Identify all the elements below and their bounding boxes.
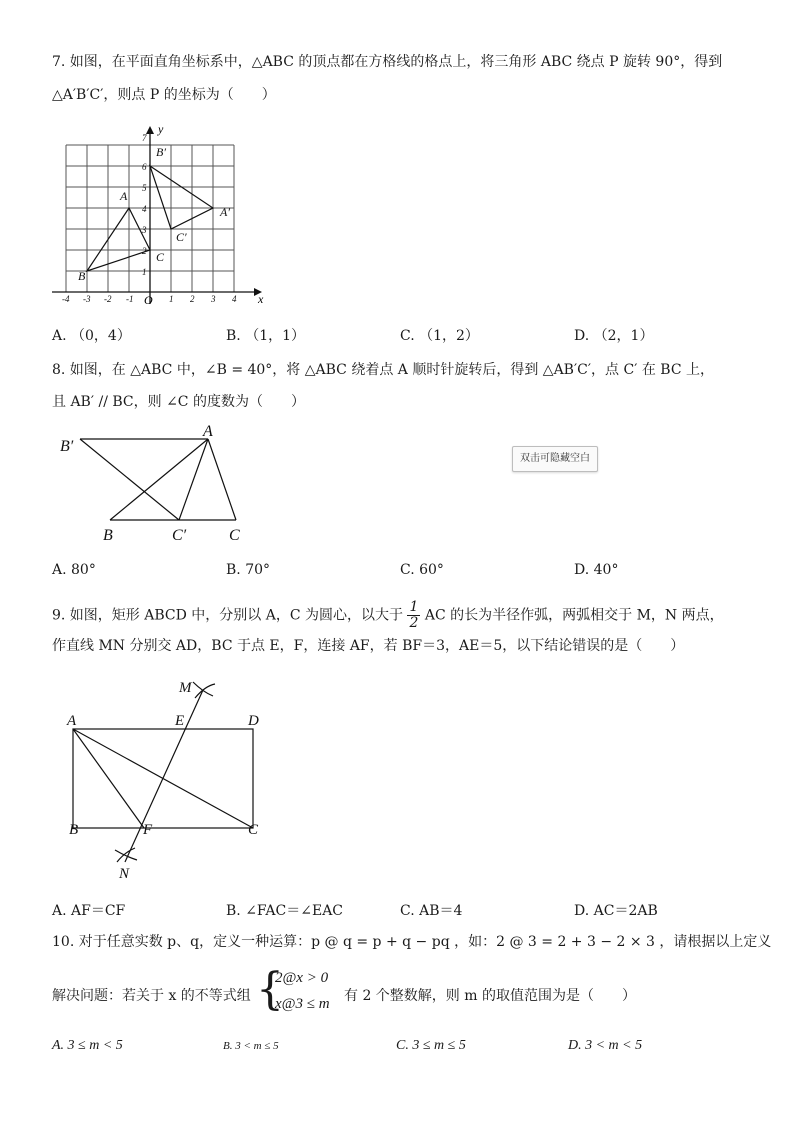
q9-stem-part1: 9. 如图，矩形 ABCD 中，分别以 A，C 为圆心，以大于 xyxy=(52,607,404,624)
q8-triangle-figure xyxy=(55,420,255,550)
q10-stem-line1: 10. 对于任意实数 p、q，定义一种运算：p @ q = p + q − pq ，如：2 @ 3 = 2 + 3 − 2 × 3 ，请根据以上定义 xyxy=(52,934,772,950)
q7-ytick-label: 6 xyxy=(142,162,147,172)
q7-ytick-label: 1 xyxy=(142,267,147,277)
q9-frac-den: 2 xyxy=(409,615,419,631)
q10-option-b[interactable]: B. 3 < m ≤ 5 xyxy=(223,1040,279,1052)
q7-option-d[interactable]: D. （2，1） xyxy=(574,328,654,344)
q7-stem-line2: △A′B′C′，则点 P 的坐标为（ ） xyxy=(52,87,276,103)
q8-label-b: B xyxy=(103,527,113,544)
q9-label-b: B xyxy=(69,822,79,838)
q10-stem-line2b: 有 2 个整数解，则 m 的取值范围为是（ ） xyxy=(344,988,636,1004)
q7-xtick-label: 4 xyxy=(232,294,237,304)
q9-label-e: E xyxy=(175,713,185,729)
q7-option-a[interactable]: A. （0，4） xyxy=(52,328,131,344)
q7-ytick-label: 5 xyxy=(142,183,147,193)
q10-brace: { xyxy=(256,964,284,1015)
q8-label-b1: B′ xyxy=(60,438,74,455)
q7-ytick-label: 7 xyxy=(142,133,147,143)
q10-option-d[interactable]: D. 3 < m < 5 xyxy=(568,1038,643,1053)
q8-label-c: C xyxy=(229,527,240,544)
q9-label-m: M xyxy=(179,680,192,696)
q7-ytick-label: 4 xyxy=(142,204,147,214)
q9-stem-line1 xyxy=(52,600,724,631)
hide-blank-button[interactable]: 双击可隐藏空白 xyxy=(512,446,598,472)
q9-label-f: F xyxy=(143,822,153,838)
q7-option-c[interactable]: C. （1，2） xyxy=(400,328,479,344)
q9-option-c[interactable]: C. AB＝4 xyxy=(400,903,463,919)
q7-y-arrow-icon xyxy=(146,126,154,134)
q7-xtick-label: -2 xyxy=(104,294,112,304)
q7-xtick-label: -4 xyxy=(62,294,70,304)
q9-segment-af xyxy=(73,729,144,828)
q7-option-b[interactable]: B. （1，1） xyxy=(226,328,306,344)
q8-option-c[interactable]: C. 60° xyxy=(400,562,444,578)
q7-xtick-label: -1 xyxy=(126,294,134,304)
q9-option-a[interactable]: A. AF＝CF xyxy=(52,903,126,919)
q7-xtick-label: 1 xyxy=(169,294,174,304)
q7-stem-line1: 7. 如图，在平面直角坐标系中，△ABC 的顶点都在方格线的格点上，将三角形 ABC 绕点 P 旋转 90°，得到 xyxy=(52,54,723,70)
q10-stem-line2a: 解决问题：若关于 x 的不等式组 xyxy=(52,988,251,1004)
q7-ytick-label: 3 xyxy=(142,225,147,235)
q7-xtick-label: 3 xyxy=(211,294,216,304)
q9-stem-part2: AC 的长为半径作弧，两弧相交于 M，N 两点， xyxy=(424,607,724,624)
q7-xtick-label: 2 xyxy=(190,294,195,304)
q7-point-b: B xyxy=(78,269,86,283)
q9-stem-line2: 作直线 MN 分别交 AD，BC 于点 E，F，连接 AF，若 BF＝3，AE＝5，以下结论错误的是（ ） xyxy=(52,638,685,654)
q8-stem-line2: 且 AB′ // BC，则 ∠C 的度数为（ ） xyxy=(52,394,305,410)
q7-origin-label: O xyxy=(144,293,153,307)
q7-y-label: y xyxy=(158,122,164,136)
q7-ytick-label: 2 xyxy=(142,246,147,256)
q9-rectangle-figure xyxy=(55,672,275,882)
q7-triangle-a1b1c1 xyxy=(150,166,213,229)
q10-option-c[interactable]: C. 3 ≤ m ≤ 5 xyxy=(396,1038,466,1053)
q7-triangle-abc xyxy=(87,208,150,271)
q7-point-c1: C′ xyxy=(176,230,187,244)
q8-label-c1: C′ xyxy=(172,527,187,544)
q8-stem-line1: 8. 如图，在 △ABC 中，∠B = 40°，将 △ABC 绕着点 A 顺时针旋转后，得到 △AB′C′，点 C′ 在 BC 上， xyxy=(52,362,714,378)
q9-label-c: C xyxy=(248,822,259,838)
q8-option-a[interactable]: A. 80° xyxy=(52,562,96,578)
q9-label-d: D xyxy=(248,713,259,729)
q10-system-row1: 2@x > 0 xyxy=(275,970,329,986)
q8-option-b[interactable]: B. 70° xyxy=(226,562,271,578)
q9-label-a: A xyxy=(67,713,77,729)
q7-point-c: C xyxy=(156,250,165,264)
q9-option-d[interactable]: D. AC＝2AB xyxy=(574,903,658,919)
q7-point-a1: A′ xyxy=(220,205,230,219)
q9-arc-m1 xyxy=(193,682,213,696)
q8-option-d[interactable]: D. 40° xyxy=(574,562,619,578)
q7-point-a: A xyxy=(120,189,128,203)
q9-label-n: N xyxy=(119,866,130,882)
q8-label-a: A xyxy=(203,423,213,440)
q10-option-a[interactable]: A. 3 ≤ m < 5 xyxy=(52,1038,123,1053)
q7-coordinate-figure xyxy=(48,120,288,310)
q8-segment-ac xyxy=(208,439,236,520)
q9-frac-num: 1 xyxy=(409,599,419,615)
q9-option-b[interactable]: B. ∠FAC＝∠EAC xyxy=(226,903,344,919)
q9-fraction xyxy=(407,600,420,631)
q8-segment-b1c1 xyxy=(80,439,179,520)
q7-xtick-label: -3 xyxy=(83,294,91,304)
q7-x-label: x xyxy=(258,292,264,306)
q9-line-mn xyxy=(125,690,203,862)
q7-point-b1: B′ xyxy=(156,145,166,159)
q10-system-row2: x@3 ≤ m xyxy=(275,996,330,1012)
